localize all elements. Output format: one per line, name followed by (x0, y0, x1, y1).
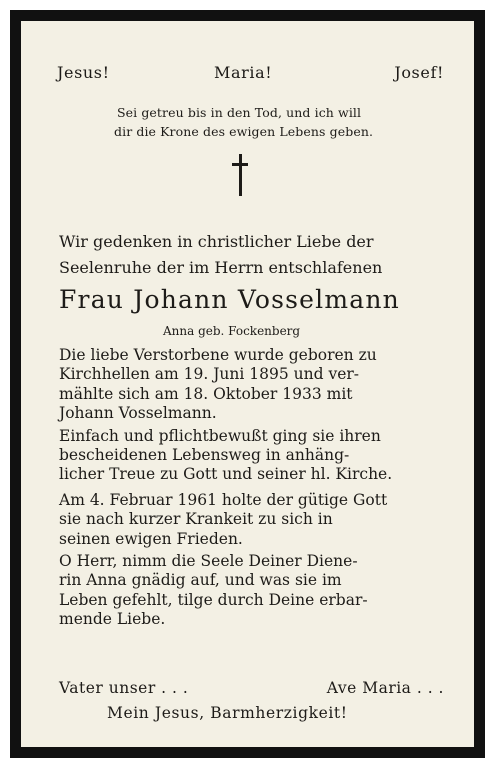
body-line: Die liebe Verstorbene wurde geboren zu (59, 346, 377, 364)
body-line: O Herr, nimm die Seele Deiner Diene- (59, 552, 358, 571)
deceased-name: Frau Johann Vosselmann (59, 285, 400, 314)
header-maria: Maria! (214, 63, 273, 82)
body-line: Kirchhellen am 19. Juni 1895 und ver- (59, 365, 360, 384)
header-josef: Josef! (394, 63, 444, 82)
verse-line: dir die Krone des ewigen Lebens geben. (114, 124, 374, 139)
body-line: bescheidenen Lebensweg in anhäng- (59, 446, 350, 465)
prayer-ave-maria: Ave Maria . . . (326, 679, 444, 697)
body-line: seinen ewigen Frieden. (59, 529, 243, 548)
bible-verse (114, 103, 374, 141)
obituary-body (59, 346, 431, 630)
body-line: Johann Vosselmann. (59, 404, 217, 423)
intro-text (59, 229, 431, 281)
verse-line: Sei getreu bis in den Tod, und ich will (117, 105, 362, 120)
card-paper (21, 21, 474, 747)
prayer-card (10, 10, 485, 758)
maiden-name: Anna geb. Fockenberg (163, 324, 301, 338)
intro-line: Seelenruhe der im Herrn entschlafenen (59, 258, 383, 277)
cross-icon (232, 154, 248, 196)
body-line: licher Treue zu Gott und seiner hl. Kirche. (59, 465, 393, 484)
body-line: Leben gefehlt, tilge durch Deine erbar- (59, 590, 368, 609)
body-line: sie nach kurzer Krankeit zu sich in (59, 510, 333, 529)
body-line: Am 4. Februar 1961 holte der gütige Gott (59, 490, 388, 509)
body-line: Einfach und pflichtbewußt ging sie ihren (59, 426, 381, 445)
body-line: rin Anna gnädig auf, und was sie im (59, 571, 342, 590)
body-line: mende Liebe. (59, 610, 166, 629)
header-jesus: Jesus! (57, 63, 110, 82)
intro-line: Wir gedenken in christlicher Liebe der (59, 232, 374, 251)
prayer-vater-unser: Vater unser . . . (59, 679, 189, 697)
closing-prayer: Mein Jesus, Barmherzigkeit! (107, 704, 348, 722)
body-line: mählte sich am 18. Oktober 1933 mit (59, 384, 353, 403)
